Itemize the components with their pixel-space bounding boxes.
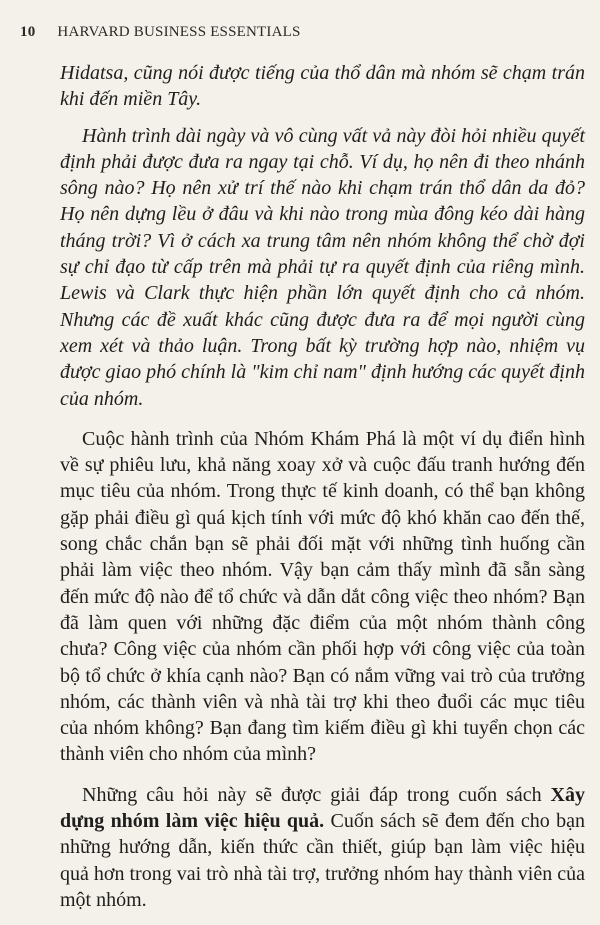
page-content	[60, 60, 585, 913]
body-paragraph-2-rest: Cuốn sách sẽ đem đến cho bạn những hướng dẫn, kiến thức cần thiết, giúp bạn làm việc hiệu quả hơn trong vai trò nhà tài trợ, trưởng nhóm hay thành viên của một nhóm.	[60, 810, 585, 911]
excerpt-paragraph-1: Hidatsa, cũng nói được tiếng của thổ dân mà nhóm sẽ chạm trán khi đến miền Tây.	[60, 62, 585, 111]
body-paragraph-1: Cuộc hành trình của Nhóm Khám Phá là một ví dụ điển hình về sự phiêu lưu, khả năng xoay xở và cuộc đấu tranh hướng đến mục tiêu của nhóm. Trong thực tế kinh doanh, có thể bạn không gặp phải điều gì quá kịch tính với mức độ khó khăn cao đến thế, song chắc chắn bạn sẽ phải đối mặt với những tình huống cần phải làm việc theo nhóm. Vậy bạn cảm thấy mình đã sẵn sàng đến mức độ nào để tổ chức và dẫn dắt công việc theo nhóm? Bạn đã làm quen với những đặc điểm của một nhóm thành công chưa? Công việc của nhóm cần phối hợp với công việc của toàn bộ tổ chức ở khía cạnh nào? Bạn có nắm vững vai trò của trưởng nhóm, các thành viên và nhà tài trợ khi theo đuổi các mục tiêu của nhóm không? Bạn đang tìm kiếm điều gì khi tuyển chọn các thành viên cho nhóm của mình?	[60, 427, 585, 766]
italic-excerpt	[60, 60, 585, 412]
body-paragraph-2-intro: Những câu hỏi này sẽ được giải đáp trong cuốn sách	[82, 783, 551, 806]
page-number: 10	[20, 24, 36, 40]
book-title: HARVARD BUSINESS ESSENTIALS	[57, 24, 301, 40]
running-header	[20, 24, 580, 41]
body-paragraph-2	[60, 782, 585, 913]
excerpt-paragraph-2: Hành trình dài ngày và vô cùng vất vả này đòi hỏi nhiều quyết định phải được đưa ra ngay tại chỗ. Ví dụ, họ nên đi theo nhánh sông nào? Họ nên xử trí thế nào khi chạm trán thổ dân da đỏ? Họ nên dựng lều ở đâu và khi nào trong mùa đông kéo dài hàng tháng trời? Vì ở cách xa trung tâm nên nhóm không thể chờ đợi sự chỉ đạo từ cấp trên mà phải tự ra quyết định của riêng mình. Lewis và Clark thực hiện phần lớn quyết định cho cả nhóm. Nhưng các đề xuất khác cũng được đưa ra để mọi người cùng xem xét và thảo luận. Trong bất kỳ trường hợp nào, nhiệm vụ được giao phó chính là "kim chỉ nam" định hướng các quyết định của nhóm.	[60, 124, 585, 410]
book-title-reference: Xây dựng nhóm làm việc hiệu quả.	[60, 783, 585, 833]
